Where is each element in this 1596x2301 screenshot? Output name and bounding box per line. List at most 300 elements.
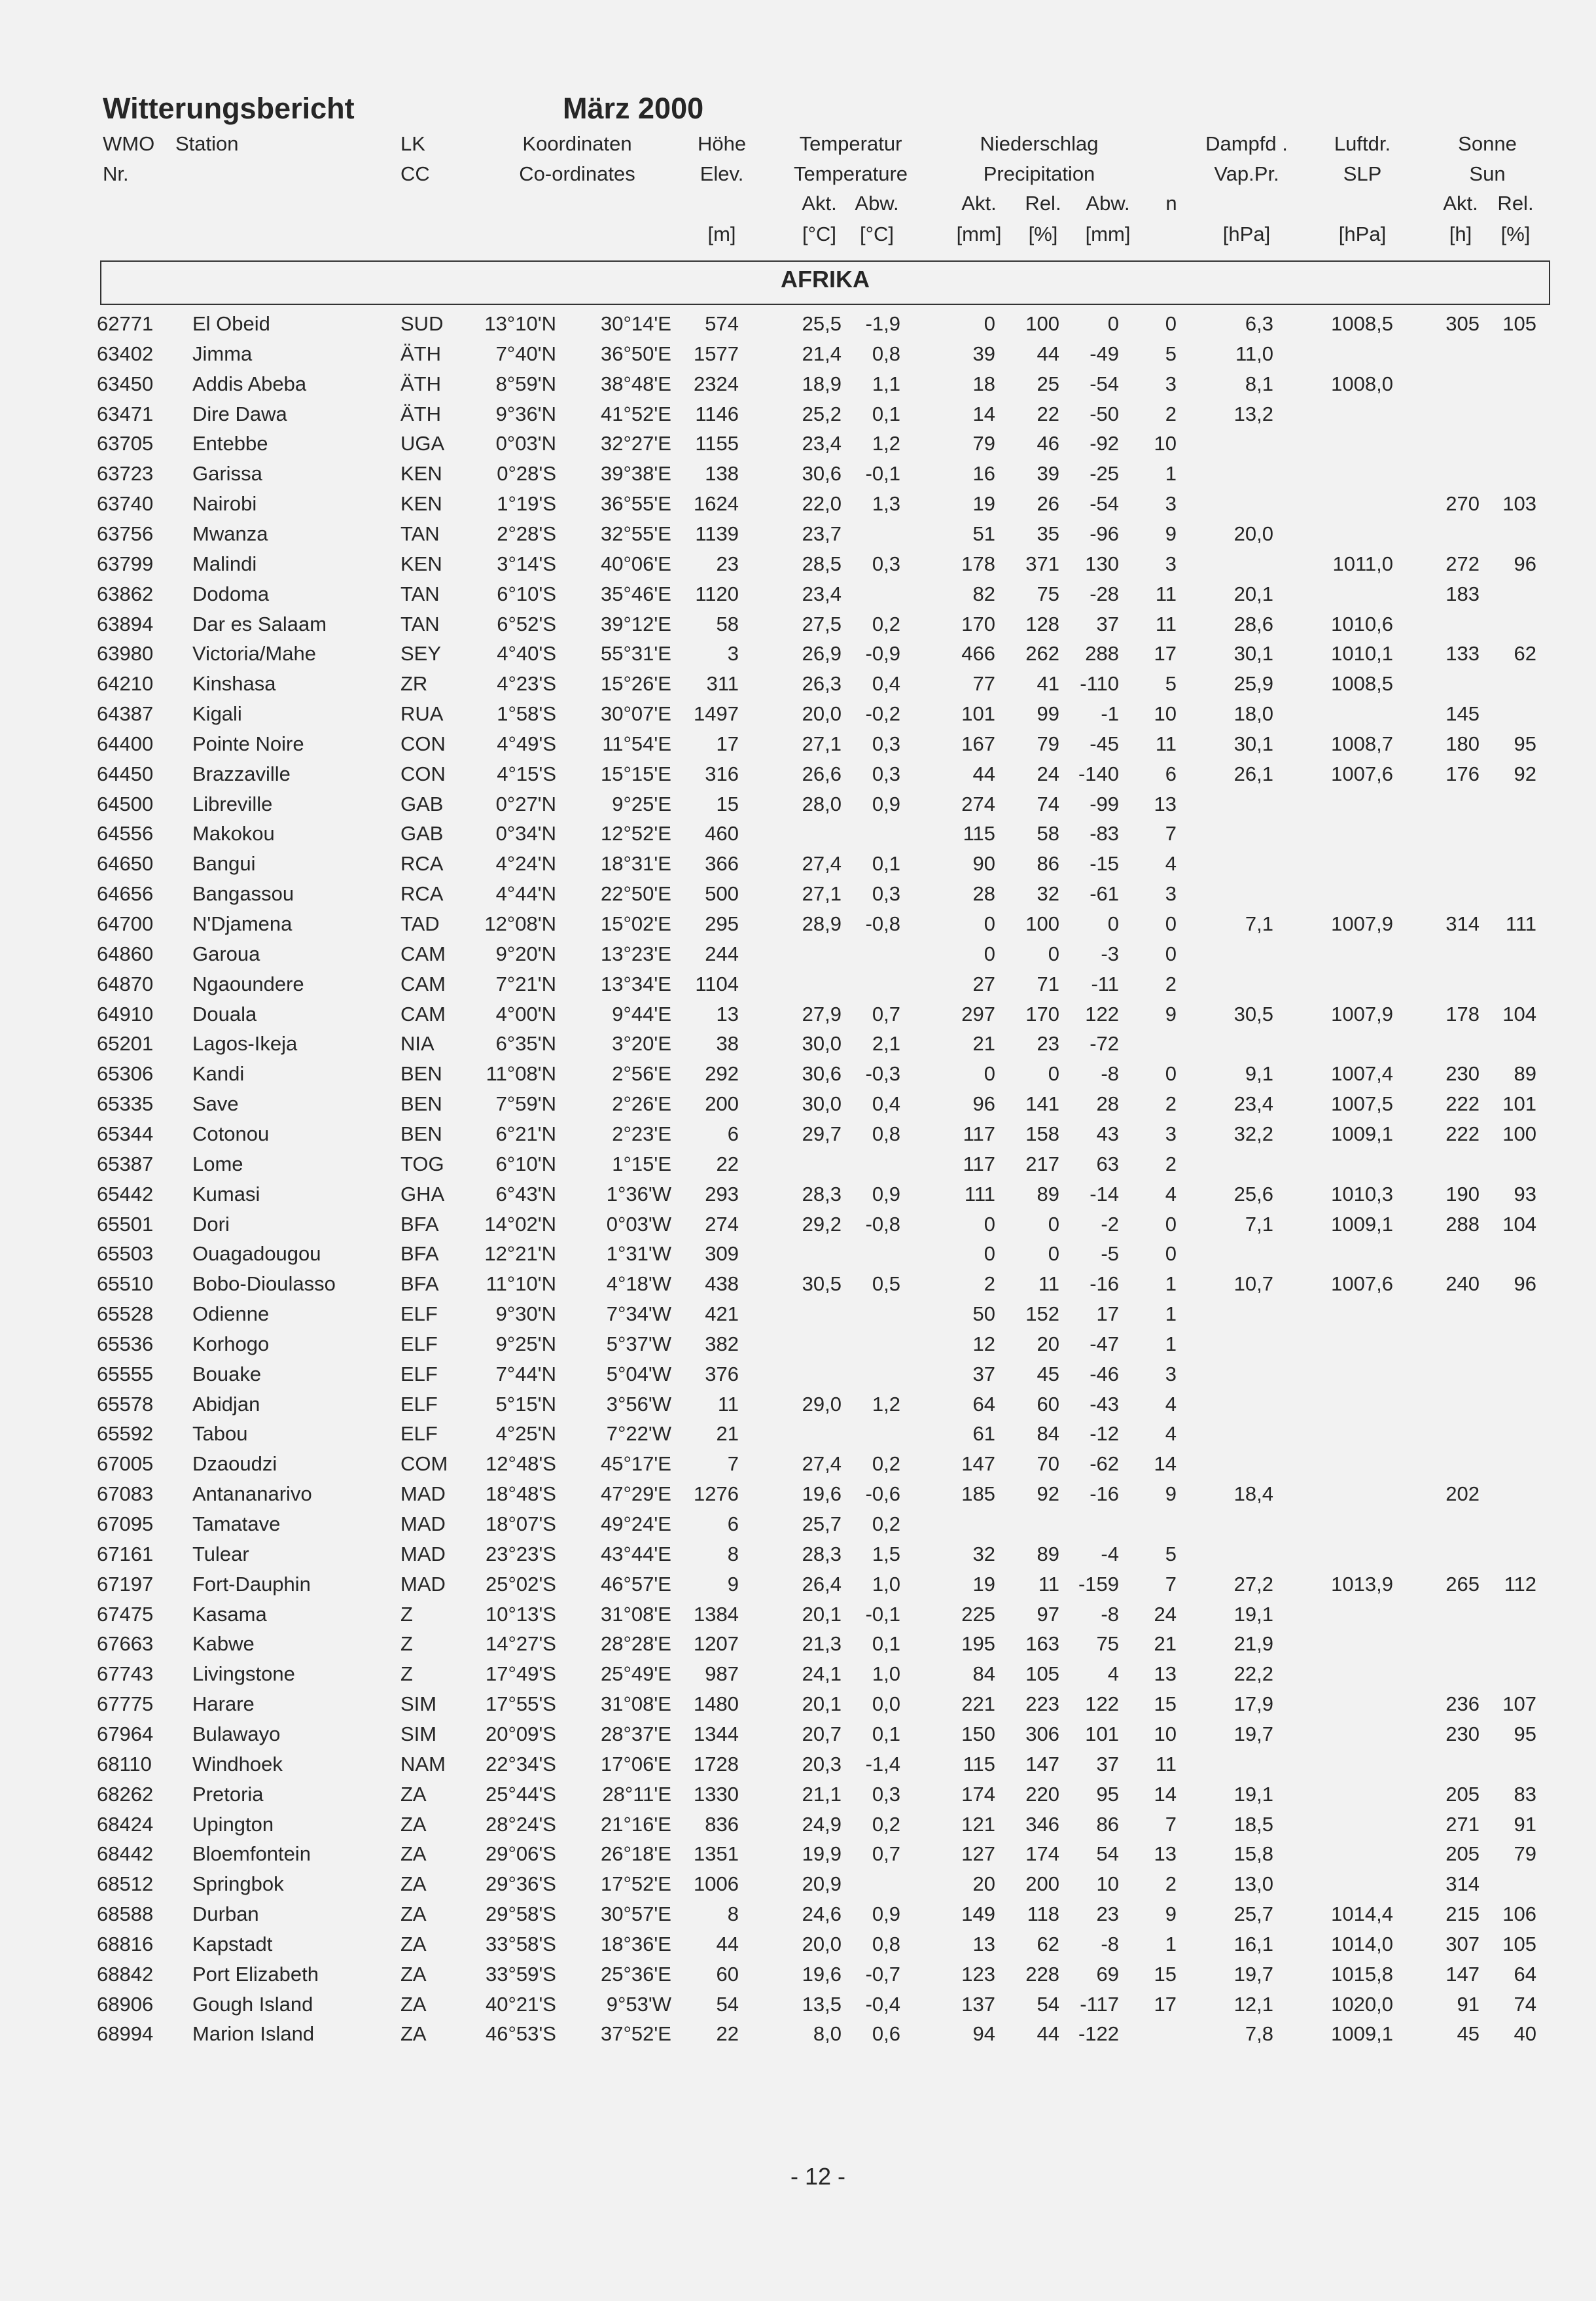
longitude: 36°55'E xyxy=(601,492,671,516)
wmo-number: 65503 xyxy=(97,1242,154,1266)
sun-relative: 95 xyxy=(1514,1722,1536,1745)
wmo-number: 67005 xyxy=(97,1452,154,1476)
precip-deviation: -61 xyxy=(1090,882,1119,906)
precip-deviation: -14 xyxy=(1090,1182,1119,1205)
header-temp-akt: Akt. xyxy=(802,192,837,215)
elevation: 292 xyxy=(705,1062,739,1086)
country-code: TAN xyxy=(400,612,440,635)
table-row xyxy=(0,1449,1596,1479)
station-name: Malindi xyxy=(192,552,257,575)
sea-level-pressure: 1009,1 xyxy=(1331,1122,1393,1145)
country-code: ZA xyxy=(400,1962,427,1986)
elevation: 1480 xyxy=(694,1692,739,1716)
sun-hours: 314 xyxy=(1445,912,1480,935)
precip-relative: 0 xyxy=(1048,1242,1059,1266)
elevation: 1351 xyxy=(694,1842,739,1866)
elevation: 2324 xyxy=(694,372,739,395)
sun-relative: 95 xyxy=(1514,732,1536,755)
precip-deviation: -4 xyxy=(1101,1542,1119,1565)
longitude: 7°22'W xyxy=(606,1422,671,1446)
latitude: 8°59'N xyxy=(495,372,556,395)
longitude: 2°26'E xyxy=(612,1092,671,1116)
station-name: Dori xyxy=(192,1212,230,1236)
elevation: 1104 xyxy=(695,972,739,995)
sun-hours: 230 xyxy=(1445,1062,1480,1086)
wmo-number: 65387 xyxy=(97,1152,154,1175)
elevation: 1624 xyxy=(694,492,739,516)
precip-days: 5 xyxy=(1165,672,1177,696)
precip-days: 11 xyxy=(1155,732,1177,755)
elevation: 836 xyxy=(705,1812,739,1836)
station-name: Brazzaville xyxy=(192,762,291,785)
precip-relative: 158 xyxy=(1025,1122,1059,1145)
sun-hours: 202 xyxy=(1445,1482,1480,1506)
precip-relative: 346 xyxy=(1025,1812,1059,1836)
sun-hours: 288 xyxy=(1445,1212,1480,1236)
precip-days: 13 xyxy=(1154,1842,1177,1866)
station-name: Marion Island xyxy=(192,2022,315,2046)
station-name: Lagos-Ikeja xyxy=(192,1032,298,1056)
table-row xyxy=(0,1899,1596,1929)
temp-actual: 20,0 xyxy=(802,1932,842,1955)
header-coordinates: Co-ordinates xyxy=(519,162,635,185)
wmo-number: 63980 xyxy=(97,642,154,666)
station-name: Pretoria xyxy=(192,1782,264,1806)
precip-deviation: 4 xyxy=(1107,1662,1119,1686)
country-code: TOG xyxy=(400,1152,444,1175)
precip-actual: 170 xyxy=(961,612,995,635)
sea-level-pressure: 1010,1 xyxy=(1331,642,1393,666)
temp-deviation: 0,3 xyxy=(872,552,900,575)
sun-relative: 111 xyxy=(1505,912,1536,935)
precip-deviation: -117 xyxy=(1080,1992,1119,2016)
precip-deviation: -12 xyxy=(1090,1422,1119,1446)
longitude: 39°38'E xyxy=(601,462,671,486)
table-row xyxy=(0,1659,1596,1689)
longitude: 1°31'W xyxy=(606,1242,671,1266)
vapour-pressure: 17,9 xyxy=(1233,1692,1273,1716)
sun-hours: 314 xyxy=(1445,1872,1480,1896)
sun-hours: 270 xyxy=(1445,492,1480,516)
station-name: Gough Island xyxy=(192,1992,313,2016)
header-sun-akt-unit: [h] xyxy=(1449,223,1472,245)
vapour-pressure: 30,1 xyxy=(1233,732,1273,755)
precip-actual: 221 xyxy=(961,1692,995,1716)
table-row xyxy=(0,459,1596,489)
station-name: Garoua xyxy=(192,942,260,965)
temp-actual: 24,9 xyxy=(802,1812,842,1836)
precip-days: 10 xyxy=(1154,432,1177,455)
header-dampfd: Dampfd . xyxy=(1205,132,1288,155)
elevation: 9 xyxy=(727,1572,739,1596)
temp-deviation: 1,2 xyxy=(872,432,900,455)
wmo-number: 68442 xyxy=(97,1842,154,1866)
precip-relative: 41 xyxy=(1037,672,1059,696)
table-row xyxy=(0,489,1596,519)
precip-days: 0 xyxy=(1165,312,1177,335)
temp-actual: 20,7 xyxy=(802,1722,842,1745)
sun-relative: 62 xyxy=(1514,642,1536,666)
precip-deviation: 17 xyxy=(1096,1302,1119,1326)
precip-days: 0 xyxy=(1165,1062,1177,1086)
wmo-number: 63862 xyxy=(97,582,154,605)
temp-deviation: -0,9 xyxy=(865,642,900,666)
header-temp-abw: Abw. xyxy=(855,192,899,215)
table-row xyxy=(0,1029,1596,1059)
vapour-pressure: 18,0 xyxy=(1233,702,1273,726)
latitude: 4°24'N xyxy=(495,852,556,876)
precip-deviation: -2 xyxy=(1101,1212,1119,1236)
latitude: 28°24'S xyxy=(486,1812,556,1836)
precip-deviation: 54 xyxy=(1096,1842,1119,1866)
precip-days: 11 xyxy=(1155,582,1177,605)
sun-hours: 272 xyxy=(1445,552,1480,575)
precip-actual: 19 xyxy=(972,1572,995,1596)
sun-hours: 145 xyxy=(1445,702,1480,726)
precip-relative: 86 xyxy=(1037,852,1059,876)
precip-relative: 89 xyxy=(1037,1542,1059,1565)
longitude: 40°06'E xyxy=(601,552,671,575)
latitude: 6°35'N xyxy=(495,1032,556,1056)
precip-days: 4 xyxy=(1165,1422,1177,1446)
temp-actual: 27,4 xyxy=(802,852,842,876)
wmo-number: 65442 xyxy=(97,1182,154,1205)
elevation: 22 xyxy=(716,2022,739,2046)
country-code: ZA xyxy=(400,1782,427,1806)
vapour-pressure: 26,1 xyxy=(1233,762,1273,785)
precip-deviation: 43 xyxy=(1096,1122,1119,1145)
temp-actual: 21,1 xyxy=(802,1782,842,1806)
header-prec-abw-unit: [mm] xyxy=(1085,223,1131,245)
sun-relative: 40 xyxy=(1514,2022,1536,2046)
wmo-number: 68906 xyxy=(97,1992,154,2016)
header-prec-rel-unit: [%] xyxy=(1028,223,1058,245)
precip-actual: 167 xyxy=(961,732,995,755)
precip-deviation: -54 xyxy=(1090,372,1119,395)
elevation: 38 xyxy=(716,1032,739,1056)
page-number: - 12 - xyxy=(790,2163,846,2190)
precip-days: 9 xyxy=(1165,1902,1177,1926)
vapour-pressure: 30,1 xyxy=(1233,642,1273,666)
sea-level-pressure: 1007,6 xyxy=(1331,762,1393,785)
temp-deviation: 0,8 xyxy=(872,1932,900,1955)
precip-actual: 297 xyxy=(961,1002,995,1026)
precip-actual: 14 xyxy=(972,402,995,425)
header-koordinaten: Koordinaten xyxy=(522,132,632,155)
temp-deviation: 0,9 xyxy=(872,1182,900,1205)
precip-deviation: -8 xyxy=(1101,1602,1119,1626)
wmo-number: 67663 xyxy=(97,1632,154,1656)
longitude: 21°16'E xyxy=(601,1812,671,1836)
temp-deviation: 0,8 xyxy=(872,1122,900,1145)
latitude: 22°34'S xyxy=(486,1752,556,1775)
latitude: 10°13'S xyxy=(486,1602,556,1626)
station-name: Livingstone xyxy=(192,1662,295,1686)
country-code: CON xyxy=(400,762,446,785)
station-name: Bloemfontein xyxy=(192,1842,311,1866)
vapour-pressure: 13,2 xyxy=(1233,402,1273,425)
table-row xyxy=(0,1119,1596,1149)
sun-hours: 222 xyxy=(1445,1092,1480,1116)
temp-deviation: 2,1 xyxy=(872,1032,900,1056)
precip-days: 9 xyxy=(1165,1482,1177,1506)
sun-hours: 180 xyxy=(1445,732,1480,755)
sea-level-pressure: 1008,7 xyxy=(1331,732,1393,755)
country-code: SEY xyxy=(400,642,442,666)
sun-hours: 230 xyxy=(1445,1722,1480,1745)
longitude: 1°15'E xyxy=(612,1152,671,1175)
precip-actual: 127 xyxy=(961,1842,995,1866)
precip-deviation: -50 xyxy=(1090,402,1119,425)
wmo-number: 65306 xyxy=(97,1062,154,1086)
station-name: Kigali xyxy=(192,702,242,726)
sun-relative: 104 xyxy=(1502,1002,1536,1026)
elevation: 500 xyxy=(705,882,739,906)
elevation: 1207 xyxy=(694,1632,739,1656)
wmo-number: 64556 xyxy=(97,822,154,846)
precip-relative: 35 xyxy=(1037,522,1059,545)
temp-deviation: -0,1 xyxy=(865,462,900,486)
sun-relative: 104 xyxy=(1502,1212,1536,1236)
wmo-number: 64400 xyxy=(97,732,154,755)
temp-deviation: -0,7 xyxy=(865,1962,900,1986)
station-name: Abidjan xyxy=(192,1392,260,1416)
precip-deviation: -5 xyxy=(1101,1242,1119,1266)
latitude: 13°10'N xyxy=(484,312,556,335)
precip-days: 5 xyxy=(1165,342,1177,365)
table-row xyxy=(0,339,1596,369)
vapour-pressure: 23,4 xyxy=(1233,1092,1273,1116)
precip-actual: 274 xyxy=(961,792,995,815)
elevation: 421 xyxy=(705,1302,739,1326)
table-row xyxy=(0,1959,1596,1989)
sea-level-pressure: 1013,9 xyxy=(1331,1572,1393,1596)
sea-level-pressure: 1007,9 xyxy=(1331,1002,1393,1026)
header-temp-abw-unit: [°C] xyxy=(859,223,895,245)
country-code: ÄTH xyxy=(400,372,441,395)
table-row xyxy=(0,1569,1596,1599)
table-row xyxy=(0,1299,1596,1329)
table-row xyxy=(0,1539,1596,1569)
latitude: 11°10'N xyxy=(486,1272,556,1296)
precip-relative: 44 xyxy=(1037,2022,1059,2046)
precip-actual: 16 xyxy=(972,462,995,486)
station-name: Save xyxy=(192,1092,239,1116)
country-code: UGA xyxy=(400,432,445,455)
latitude: 4°44'N xyxy=(495,882,556,906)
precip-actual: 39 xyxy=(972,342,995,365)
vapour-pressure: 19,1 xyxy=(1233,1602,1273,1626)
precip-days: 2 xyxy=(1165,402,1177,425)
temp-actual: 20,3 xyxy=(802,1752,842,1775)
sun-hours: 265 xyxy=(1445,1572,1480,1596)
country-code: KEN xyxy=(400,462,442,486)
precip-relative: 262 xyxy=(1025,642,1059,666)
table-row xyxy=(0,1719,1596,1749)
elevation: 293 xyxy=(705,1182,739,1205)
precip-actual: 13 xyxy=(972,1932,995,1955)
temp-actual: 23,7 xyxy=(802,522,842,545)
temp-deviation: 0,5 xyxy=(872,1272,900,1296)
vapour-pressure: 10,7 xyxy=(1233,1272,1273,1296)
longitude: 18°36'E xyxy=(601,1932,671,1955)
country-code: TAN xyxy=(400,582,440,605)
longitude: 7°34'W xyxy=(606,1302,671,1326)
precip-deviation: 69 xyxy=(1096,1962,1119,1986)
precip-relative: 306 xyxy=(1025,1722,1059,1745)
sun-hours: 183 xyxy=(1445,582,1480,605)
temp-deviation: 0,9 xyxy=(872,792,900,815)
precip-actual: 178 xyxy=(961,552,995,575)
precip-days: 11 xyxy=(1155,1752,1177,1775)
sea-level-pressure: 1007,6 xyxy=(1331,1272,1393,1296)
precip-days: 4 xyxy=(1165,1392,1177,1416)
sun-relative: 96 xyxy=(1514,552,1536,575)
precip-deviation: 95 xyxy=(1096,1782,1119,1806)
precip-relative: 217 xyxy=(1025,1152,1059,1175)
precip-deviation: -159 xyxy=(1078,1572,1119,1596)
elevation: 3 xyxy=(727,642,739,666)
vapour-pressure: 18,5 xyxy=(1233,1812,1273,1836)
vapour-pressure: 25,9 xyxy=(1233,672,1273,696)
precip-deviation: -25 xyxy=(1090,462,1119,486)
precip-actual: 61 xyxy=(972,1422,995,1446)
section-label: AFRIKA xyxy=(781,266,870,293)
temp-actual: 26,4 xyxy=(802,1572,842,1596)
temp-deviation: 0,7 xyxy=(872,1002,900,1026)
wmo-number: 64650 xyxy=(97,852,154,876)
country-code: ÄTH xyxy=(400,342,441,365)
table-row xyxy=(0,789,1596,819)
sun-relative: 74 xyxy=(1514,1992,1536,2016)
precip-actual: 185 xyxy=(961,1482,995,1506)
vapour-pressure: 9,1 xyxy=(1245,1062,1273,1086)
temp-actual: 25,5 xyxy=(802,312,842,335)
latitude: 0°34'N xyxy=(495,822,556,846)
sea-level-pressure: 1007,4 xyxy=(1331,1062,1393,1086)
precip-days: 3 xyxy=(1165,1122,1177,1145)
temp-deviation: 0,0 xyxy=(872,1692,900,1716)
precip-actual: 18 xyxy=(972,372,995,395)
temp-deviation: 1,1 xyxy=(872,372,900,395)
wmo-number: 63450 xyxy=(97,372,154,395)
precip-deviation: -122 xyxy=(1078,2022,1119,2046)
temp-deviation: 1,3 xyxy=(872,492,900,516)
temp-actual: 26,6 xyxy=(802,762,842,785)
longitude: 15°02'E xyxy=(601,912,671,935)
precip-relative: 163 xyxy=(1025,1632,1059,1656)
sun-relative: 83 xyxy=(1514,1782,1536,1806)
longitude: 26°18'E xyxy=(601,1842,671,1866)
country-code: BFA xyxy=(400,1212,439,1236)
temp-deviation: -0,8 xyxy=(865,912,900,935)
elevation: 987 xyxy=(705,1662,739,1686)
table-row xyxy=(0,759,1596,789)
station-name: Lome xyxy=(192,1152,243,1175)
precip-relative: 0 xyxy=(1048,942,1059,965)
sun-hours: 45 xyxy=(1457,2022,1480,2046)
header-lk: LK xyxy=(400,132,425,155)
temp-deviation: 0,2 xyxy=(872,1512,900,1535)
precip-days: 14 xyxy=(1154,1782,1177,1806)
precip-deviation: -47 xyxy=(1090,1332,1119,1355)
precip-actual: 0 xyxy=(984,1212,995,1236)
wmo-number: 63756 xyxy=(97,522,154,545)
table-row xyxy=(0,399,1596,429)
elevation: 1006 xyxy=(694,1872,739,1896)
vapour-pressure: 20,1 xyxy=(1233,582,1273,605)
station-name: Windhoek xyxy=(192,1752,283,1775)
precip-relative: 75 xyxy=(1037,582,1059,605)
sea-level-pressure: 1014,4 xyxy=(1331,1902,1393,1926)
station-name: Dzaoudzi xyxy=(192,1452,277,1476)
precip-actual: 2 xyxy=(984,1272,995,1296)
precip-days: 0 xyxy=(1165,942,1177,965)
temp-actual: 29,7 xyxy=(802,1122,842,1145)
precip-deviation: 0 xyxy=(1107,312,1119,335)
header-precipitation: Precipitation xyxy=(983,162,1095,185)
precip-deviation: 0 xyxy=(1107,912,1119,935)
precip-days: 1 xyxy=(1165,462,1177,486)
elevation: 8 xyxy=(727,1902,739,1926)
country-code: ZA xyxy=(400,1812,427,1836)
header-nr: Nr. xyxy=(103,162,129,185)
longitude: 38°48'E xyxy=(601,372,671,395)
precip-deviation: 101 xyxy=(1085,1722,1119,1745)
station-name: Douala xyxy=(192,1002,257,1026)
precip-deviation: -11 xyxy=(1091,972,1119,995)
table-row xyxy=(0,1599,1596,1630)
wmo-number: 67743 xyxy=(97,1662,154,1686)
table-row xyxy=(0,519,1596,549)
elevation: 311 xyxy=(706,672,739,696)
temp-deviation: 1,5 xyxy=(872,1542,900,1565)
table-row xyxy=(0,819,1596,849)
table-row xyxy=(0,1149,1596,1179)
latitude: 4°15'S xyxy=(497,762,556,785)
sun-hours: 91 xyxy=(1457,1992,1480,2016)
temp-actual: 25,2 xyxy=(802,402,842,425)
precip-actual: 90 xyxy=(972,852,995,876)
sun-relative: 93 xyxy=(1514,1182,1536,1205)
longitude: 25°36'E xyxy=(601,1962,671,1986)
wmo-number: 63723 xyxy=(97,462,154,486)
elevation: 1155 xyxy=(695,432,739,455)
temp-actual: 27,9 xyxy=(802,1002,842,1026)
country-code: CAM xyxy=(400,942,446,965)
wmo-number: 65536 xyxy=(97,1332,154,1355)
wmo-number: 63894 xyxy=(97,612,154,635)
precip-actual: 37 xyxy=(972,1362,995,1385)
country-code: KEN xyxy=(400,492,442,516)
latitude: 7°59'N xyxy=(495,1092,556,1116)
precip-actual: 0 xyxy=(984,912,995,935)
latitude: 12°21'N xyxy=(484,1242,556,1266)
table-row xyxy=(0,969,1596,999)
longitude: 41°52'E xyxy=(601,402,671,425)
elevation: 366 xyxy=(705,852,739,876)
longitude: 2°23'E xyxy=(612,1122,671,1145)
precip-actual: 149 xyxy=(961,1902,995,1926)
country-code: NAM xyxy=(400,1752,446,1775)
elevation: 54 xyxy=(716,1992,739,2016)
elevation: 17 xyxy=(716,732,739,755)
precip-actual: 44 xyxy=(972,762,995,785)
longitude: 15°15'E xyxy=(601,762,671,785)
elevation: 6 xyxy=(727,1512,739,1535)
temp-actual: 19,9 xyxy=(802,1842,842,1866)
station-name: Cotonou xyxy=(192,1122,270,1145)
